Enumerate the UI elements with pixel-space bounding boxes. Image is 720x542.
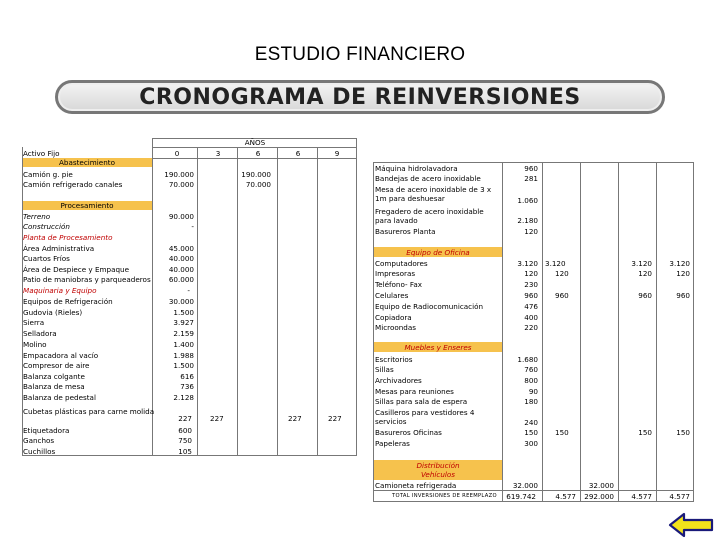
total-value: 619.742 [506,492,536,501]
row-label: Cuchillos [23,447,56,456]
row-label: Camión refrigerado canales [23,180,123,189]
row-label: Área Administrativa [23,244,95,253]
row-value: 120 [638,269,652,278]
row-label: para lavado [375,216,418,225]
subsection-vehiculos: Vehículos [420,470,456,479]
row-value: 150 [638,428,652,437]
section-distribucion: Distribución [416,461,460,470]
subsection-planta: Planta de Procesamiento [23,233,113,242]
row-value: 30.000 [168,297,194,306]
row-value: 960 [676,291,690,300]
row-value: 190.000 [164,170,194,179]
row-value: 960 [524,291,538,300]
row-value: 120 [676,269,690,278]
row-value: 150 [555,428,569,437]
row-label: servicios [375,417,407,426]
row-value: 180 [524,397,538,406]
row-label: Camioneta refrigerada [375,481,457,490]
row-value: 1.500 [173,361,194,370]
row-value: 1.400 [173,340,194,349]
row-value: 150 [524,428,538,437]
row-value: 600 [178,426,192,435]
row-label: Patio de maniobras y parqueaderos [23,275,151,284]
row-value: 300 [524,439,538,448]
row-label: Balanza de pedestal [23,393,96,402]
row-value: 60.000 [168,275,194,284]
row-label: Molino [23,340,47,349]
row-value: 3.120 [517,259,538,268]
row-value: 1.680 [517,355,538,364]
row-label: Papeleras [375,439,410,448]
row-value: 120 [524,227,538,236]
row-label: Terreno [23,212,51,221]
row-value: 960 [638,291,652,300]
row-value: 476 [524,302,538,311]
row-value: 40.000 [168,265,194,274]
row-label: Área de Despiece y Empaque [23,265,130,274]
row-value: 3.927 [173,318,194,327]
row-label: Cuartos Fríos [23,254,70,263]
back-arrow-button[interactable] [668,512,714,538]
row-value: 120 [555,269,569,278]
row-label: Empacadora al vacío [23,351,99,360]
row-value: 190.000 [241,170,271,179]
row-value: 32.000 [588,481,614,490]
section-abastecimiento: Abastecimiento [58,158,115,167]
row-label: Equipo de Radiocomunicación [375,302,484,311]
row-value: 40.000 [168,254,194,263]
row-label: Camión g. pie [23,170,73,179]
row-label: Basureros Oficinas [375,428,442,437]
year-col-0: 0 [174,149,180,158]
row-value: 2.159 [173,329,194,338]
row-value: 45.000 [168,244,194,253]
row-label: Microondas [375,323,417,332]
row-label: Sierra [23,318,45,327]
row-label: Basureros Planta [375,227,436,236]
row-value: 736 [180,382,194,391]
row-value: 150 [676,428,690,437]
activo-fijo-label: Activo Fijo [23,149,60,158]
total-value: 4.577 [631,492,652,501]
row-value: 70.000 [245,180,271,189]
row-label: Mesa de acero inoxidable de 3 x [375,185,492,194]
year-col-9: 9 [334,149,340,158]
row-label: Balanza colgante [23,372,85,381]
row-label: Construcción [23,222,70,231]
row-value: 227 [178,414,192,423]
row-label: Etiquetadora [23,426,70,435]
row-value: 105 [178,447,192,456]
row-label: Gudovia (Rieles) [23,308,83,317]
row-value: 2.180 [517,216,538,225]
total-value: 292.000 [584,492,614,501]
row-label: Sillas [375,365,394,374]
row-label: Escritorios [375,355,413,364]
row-label: Casilleros para vestidores 4 [375,408,475,417]
row-label: Teléfono- Fax [375,280,423,289]
row-value: 960 [555,291,569,300]
year-col-6b: 6 [295,149,301,158]
section-procesamiento: Procesamiento [60,201,114,210]
banner-title: CRONOGRAMA DE REINVERSIONES [139,85,581,110]
row-value: 120 [524,269,538,278]
row-label: Cubetas plásticas para carne molida [23,407,155,416]
section-muebles: Muebles y Enseres [404,343,472,352]
row-value: 960 [524,164,538,173]
row-value: 616 [180,372,194,381]
row-value: 70.000 [168,180,194,189]
row-label: Compresor de aire [23,361,90,370]
row-label: Copiadora [375,313,412,322]
year-col-6a: 6 [255,149,261,158]
row-label: Bandejas de acero inoxidable [375,174,481,183]
row-label: Ganchos [23,436,55,445]
row-label: Archivadores [375,376,422,385]
row-value: 230 [524,280,538,289]
row-value: 800 [524,376,538,385]
row-label: Mesas para reuniones [375,387,454,396]
row-label: 1m para deshuesar [375,194,445,203]
row-label: Impresoras [375,269,416,278]
row-label: Fregadero de acero inoxidable [375,207,484,216]
row-label: Balanza de mesa [23,382,85,391]
row-label: Celulares [375,291,409,300]
row-value: 1.500 [173,308,194,317]
row-value: 227 [210,414,224,423]
row-label: Equipos de Refrigeración [23,297,113,306]
row-value: 281 [524,174,538,183]
row-value: 3.120 [669,259,690,268]
row-value: 400 [524,313,538,322]
row-value: 760 [524,365,538,374]
row-label: Selladora [23,329,57,338]
row-value: 2.128 [173,393,194,402]
total-value: 4.577 [669,492,690,501]
row-label: Máquina hidrolavadora [375,164,458,173]
row-label: Sillas para sala de espera [375,397,468,406]
row-label: Computadores [375,259,428,268]
row-value: 227 [288,414,302,423]
years-header: AÑOS [244,138,266,147]
row-value: 1.060 [517,196,538,205]
total-value: 4.577 [555,492,576,501]
left-arrow-icon [668,512,714,538]
row-value: - [191,222,194,231]
row-value: 3.120 [631,259,652,268]
row-value: 227 [328,414,342,423]
row-value: 90.000 [168,212,194,221]
row-value: - [187,286,190,295]
banner [55,80,665,114]
row-value: 3.120 [545,259,566,268]
subsection-maquinaria: Maquinaria y Equipo [23,286,97,295]
row-value: 240 [524,418,538,427]
row-value: 90 [528,387,538,396]
row-value: 32.000 [512,481,538,490]
year-col-3: 3 [215,149,221,158]
page-title: ESTUDIO FINANCIERO [254,44,466,65]
row-value: 1.988 [173,351,194,360]
row-value: 220 [524,323,538,332]
total-label: TOTAL INVERSIONES DE REEMPLAZO [392,493,497,499]
row-value: 750 [178,436,192,445]
section-oficina: Equipo de Oficina [406,248,470,257]
